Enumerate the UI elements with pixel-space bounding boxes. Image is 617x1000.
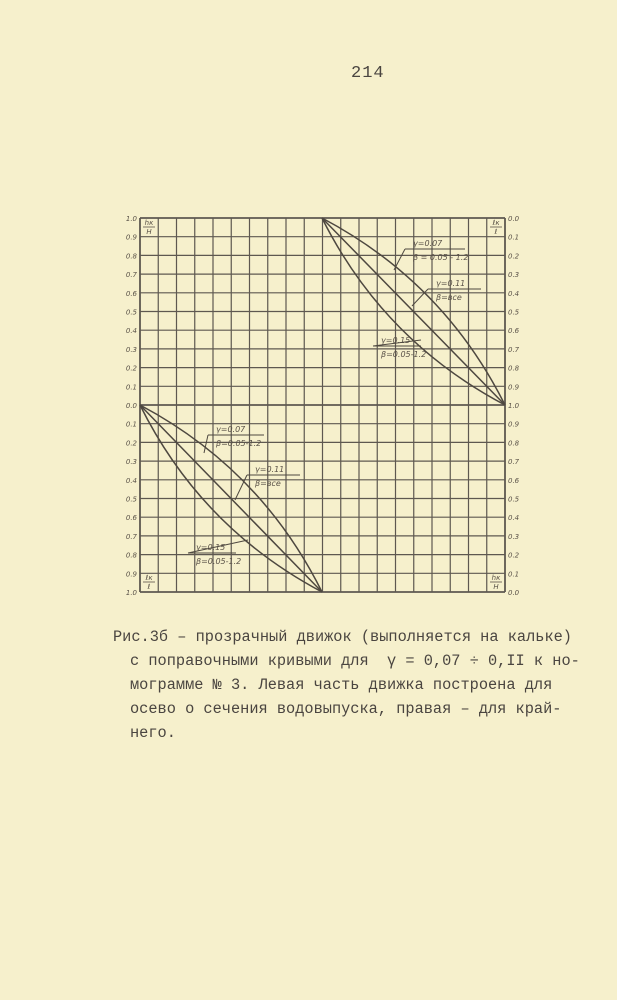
tick-label: 0.1: [125, 383, 137, 392]
gamma-label: γ=0.07: [413, 239, 443, 248]
gamma-label: γ=0.07: [216, 425, 246, 434]
gamma-label: γ=0.11: [436, 279, 466, 288]
tick-label: 0.2: [508, 551, 520, 560]
gamma-label: γ=0.15: [381, 336, 411, 345]
tick-label: 0.0: [125, 402, 137, 410]
tick-label: 0.3: [508, 532, 520, 541]
tick-label: 0.2: [125, 439, 137, 448]
axis-label: ℓк: [145, 574, 153, 582]
tick-label: 0.2: [508, 252, 520, 261]
tick-label: 0.6: [125, 514, 137, 523]
tick-label: 0.1: [508, 233, 520, 242]
tick-label: 0.6: [508, 327, 520, 336]
axis-label: H: [146, 228, 152, 236]
tick-label: 0.7: [125, 532, 137, 541]
tick-label: 0.8: [125, 252, 137, 261]
tick-label: 0.3: [125, 345, 137, 354]
grid: [140, 218, 505, 592]
gamma-label: γ=0.11: [255, 465, 285, 474]
tick-label: 0.7: [508, 345, 520, 354]
tick-label: 0.6: [125, 289, 137, 298]
caption-line: осево о сечения водовыпуска, правая – для край-: [130, 700, 562, 718]
tick-label: 1.0: [125, 215, 137, 223]
tick-label: 0.3: [508, 271, 520, 280]
tick-label: 0.4: [125, 476, 137, 485]
beta-label: β=0.05-1.2: [381, 350, 427, 359]
tick-label: 0.5: [508, 495, 520, 504]
pointer-arrow: [412, 289, 428, 306]
tick-label: 0.7: [508, 458, 520, 467]
beta-label: β=0.05-1.2: [196, 557, 242, 566]
axis-label: hк: [491, 574, 501, 582]
tick-label: 1.0: [125, 589, 137, 597]
tick-label: 0.3: [125, 458, 137, 467]
caption-line: с поправочными кривыми для γ = 0,07 ÷ 0,II к но-: [130, 652, 580, 670]
caption-line: Рис.3б – прозрачный движок (выполняется на кальке): [113, 628, 572, 646]
axis-label: ℓ: [147, 583, 151, 591]
caption-line: мограмме № 3. Левая часть движка построена для: [130, 676, 553, 694]
tick-label: 0.9: [125, 233, 137, 242]
axis-label: ℓ: [494, 228, 498, 236]
beta-label: β=все: [436, 293, 462, 302]
beta-label: β=0.05-1.2: [216, 439, 262, 448]
axis-label: H: [493, 583, 499, 591]
tick-label: 0.5: [125, 308, 137, 317]
axis-label: ℓк: [492, 219, 500, 227]
tick-label: 0.9: [508, 383, 520, 392]
tick-label: 0.6: [508, 476, 520, 485]
tick-label: 0.8: [508, 439, 520, 448]
caption-line: него.: [130, 724, 176, 742]
tick-label: 0.7: [125, 271, 137, 280]
tick-label: 0.0: [508, 215, 520, 223]
pointer-arrow: [204, 435, 208, 453]
axis-label: hк: [144, 219, 154, 227]
tick-label: 1.0: [508, 402, 520, 410]
tick-label: 0.0: [508, 589, 520, 597]
tick-label: 0.5: [508, 308, 520, 317]
tick-label: 0.1: [125, 420, 137, 429]
tick-label: 0.5: [125, 495, 137, 504]
tick-label: 0.1: [508, 570, 520, 579]
beta-label: β = 0.05 - 1.2: [413, 253, 469, 262]
tick-label: 0.9: [125, 570, 137, 579]
tick-label: 0.2: [125, 364, 137, 373]
tick-label: 0.9: [508, 420, 520, 429]
tick-label: 0.4: [125, 327, 137, 336]
beta-label: β=все: [255, 479, 281, 488]
page-number: 214: [351, 64, 385, 83]
tick-label: 0.8: [125, 551, 137, 560]
tick-label: 0.4: [508, 514, 520, 523]
tick-label: 0.8: [508, 364, 520, 373]
tick-label: 0.4: [508, 289, 520, 298]
gamma-label: γ=0.15: [196, 543, 226, 552]
